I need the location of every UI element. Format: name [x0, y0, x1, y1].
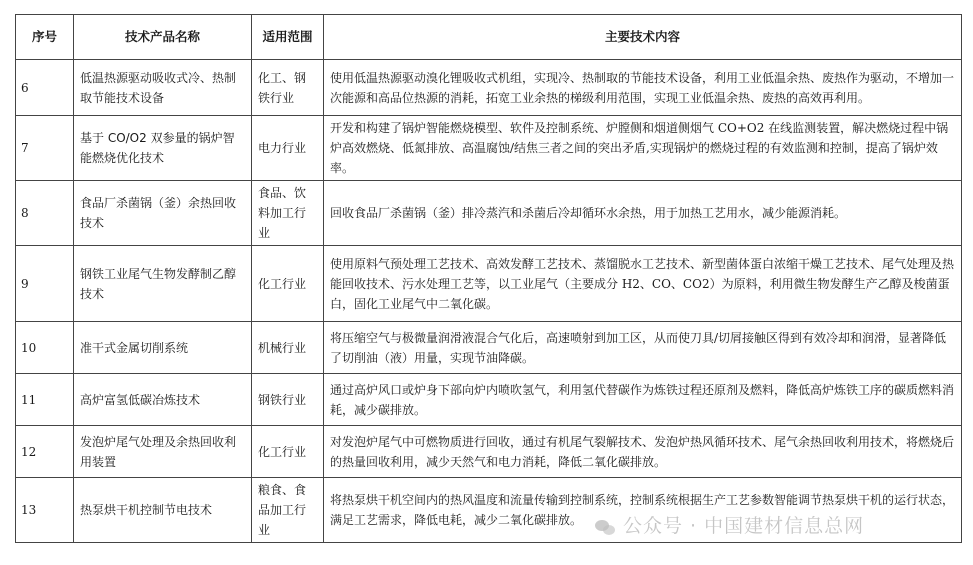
- cell-scope: 化工、钢铁行业: [252, 60, 324, 116]
- table-row: [16, 181, 962, 246]
- cell-scope: 化工行业: [252, 246, 324, 322]
- table-row: [16, 426, 962, 478]
- table-header-row: [16, 15, 962, 60]
- table-row: [16, 374, 962, 426]
- table-row: [16, 322, 962, 374]
- table-row: [16, 116, 962, 181]
- cell-desc: 通过高炉风口或炉身下部向炉内喷吹氢气，利用氢代替碳作为炼铁过程还原剂及燃料，降低高炉炼铁工序的碳质燃料消耗，减少碳排放。: [324, 374, 962, 426]
- cell-no: 7: [16, 116, 74, 181]
- cell-scope: 电力行业: [252, 116, 324, 181]
- cell-name: 钢铁工业尾气生物发酵制乙醇技术: [74, 246, 252, 322]
- cell-scope: 粮食、食品加工行业: [252, 478, 324, 543]
- cell-desc: 对发泡炉尾气中可燃物质进行回收，通过有机尾气裂解技术、发泡炉热风循环技术、尾气余热回收利用技术，将燃烧后的热量回收利用，减少天然气和电力消耗，降低二氧化碳排放。: [324, 426, 962, 478]
- cell-desc: 开发和构建了锅炉智能燃烧模型、软件及控制系统、炉膛侧和烟道侧烟气 CO+O2 在线监测装置，解决燃烧过程中锅炉高效燃烧、低氮排放、高温腐蚀/结焦三者之间的突出矛盾,实现锅炉的燃烧过程的有效监测和控制，提高了锅炉效率。: [324, 116, 962, 181]
- cell-desc: 将压缩空气与极微量润滑液混合气化后，高速喷射到加工区，从而使刀具/切屑接触区得到有效冷却和润滑，显著降低了切削油（液）用量，实现节油降碳。: [324, 322, 962, 374]
- cell-name: 热泵烘干机控制节电技术: [74, 478, 252, 543]
- header-scope: 适用范围: [252, 15, 324, 60]
- cell-scope: 化工行业: [252, 426, 324, 478]
- cell-name: 基于 CO/O2 双参量的锅炉智能燃烧优化技术: [74, 116, 252, 181]
- header-name: 技术产品名称: [74, 15, 252, 60]
- cell-name: 发泡炉尾气处理及余热回收利用装置: [74, 426, 252, 478]
- cell-desc: 回收食品厂杀菌锅（釜）排冷蒸汽和杀菌后冷却循环水余热，用于加热工艺用水，减少能源消耗。: [324, 181, 962, 246]
- watermark: [595, 511, 864, 538]
- cell-desc: 使用低温热源驱动溴化锂吸收式机组，实现冷、热制取的节能技术设备，利用工业低温余热、废热作为驱动，不增加一次能源和高品位热源的消耗，拓宽工业余热的梯级利用范围，实现工业低温余热、废热的高效再利用。: [324, 60, 962, 116]
- cell-name: 低温热源驱动吸收式冷、热制取节能技术设备: [74, 60, 252, 116]
- wechat-icon: [595, 518, 617, 536]
- header-desc: 主要技术内容: [324, 15, 962, 60]
- tech-table: [15, 14, 962, 543]
- table-row: [16, 60, 962, 116]
- cell-no: 10: [16, 322, 74, 374]
- cell-no: 11: [16, 374, 74, 426]
- cell-scope: 钢铁行业: [252, 374, 324, 426]
- cell-name: 准干式金属切削系统: [74, 322, 252, 374]
- cell-no: 9: [16, 246, 74, 322]
- cell-name: 高炉富氢低碳冶炼技术: [74, 374, 252, 426]
- cell-no: 13: [16, 478, 74, 543]
- cell-desc: 将热泵烘干机空间内的热风温度和流量传输到控制系统，控制系统根据生产工艺参数智能调节热泵烘干机的运行状态，满足工艺需求，降低电耗，减少二氧化碳排放。: [324, 478, 962, 543]
- table-row: [16, 246, 962, 322]
- cell-name: 食品厂杀菌锅（釜）余热回收技术: [74, 181, 252, 246]
- cell-no: 6: [16, 60, 74, 116]
- header-no: 序号: [16, 15, 74, 60]
- cell-desc: 使用原料气预处理工艺技术、高效发酵工艺技术、蒸馏脱水工艺技术、新型菌体蛋白浓缩干燥工艺技术、尾气处理及热能回收技术、污水处理工艺等，以工业尾气（主要成分 H2、CO、CO2）为原料，利用微生物发酵生产乙醇及梭菌蛋白，固化工业尾气中二氧化碳。: [324, 246, 962, 322]
- cell-scope: 食品、饮料加工行业: [252, 181, 324, 246]
- watermark-text: 公众号 · 中国建材信息总网: [623, 515, 865, 537]
- cell-no: 8: [16, 181, 74, 246]
- cell-no: 12: [16, 426, 74, 478]
- cell-scope: 机械行业: [252, 322, 324, 374]
